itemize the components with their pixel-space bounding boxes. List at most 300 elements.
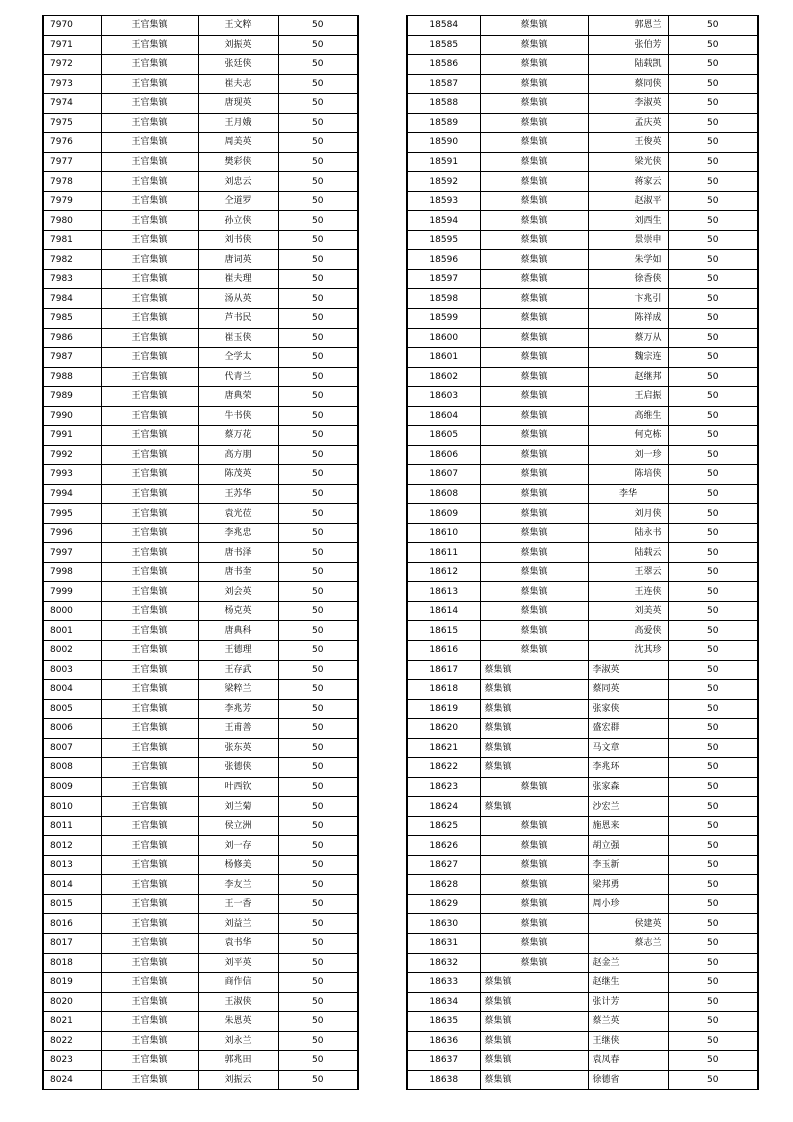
name-cell: 高维生 [588, 406, 668, 426]
amount-cell: 50 [668, 777, 758, 797]
row-number: 8000 [43, 601, 101, 621]
amount-cell: 50 [278, 484, 358, 504]
town-cell: 王官集镇 [101, 211, 198, 231]
table-row [407, 16, 758, 36]
amount-cell: 50 [278, 562, 358, 582]
row-number: 7975 [43, 113, 101, 133]
row-number: 7985 [43, 308, 101, 328]
name-cell: 唐书奎 [198, 562, 278, 582]
amount-cell: 50 [278, 387, 358, 407]
name-cell: 蒋家云 [588, 172, 668, 192]
row-number: 18612 [407, 562, 480, 582]
table-row [407, 777, 758, 797]
name-cell: 杨修美 [198, 855, 278, 875]
row-number: 18623 [407, 777, 480, 797]
table-row [407, 836, 758, 856]
town-cell: 蔡集镇 [480, 445, 588, 465]
town-cell: 王官集镇 [101, 621, 198, 641]
name-cell: 代青兰 [198, 367, 278, 387]
town-cell: 蔡集镇 [480, 562, 588, 582]
amount-cell: 50 [278, 816, 358, 836]
amount-cell: 50 [668, 387, 758, 407]
amount-cell: 50 [668, 562, 758, 582]
name-cell: 蔡兰英 [588, 1012, 668, 1032]
town-cell: 蔡集镇 [480, 601, 588, 621]
row-number: 8008 [43, 758, 101, 778]
town-cell: 王官集镇 [101, 172, 198, 192]
table-row [407, 94, 758, 114]
name-cell: 王淑侠 [198, 992, 278, 1012]
amount-cell: 50 [668, 504, 758, 524]
town-cell: 蔡集镇 [480, 484, 588, 504]
name-cell: 崔玉侠 [198, 328, 278, 348]
table-row [43, 660, 358, 680]
row-number: 7983 [43, 269, 101, 289]
table-row [407, 55, 758, 75]
amount-cell: 50 [278, 269, 358, 289]
town-cell: 蔡集镇 [480, 582, 588, 602]
amount-cell: 50 [668, 992, 758, 1012]
name-cell: 胡立强 [588, 836, 668, 856]
town-cell: 王官集镇 [101, 308, 198, 328]
table-row [43, 953, 358, 973]
town-cell: 王官集镇 [101, 328, 198, 348]
town-cell: 王官集镇 [101, 719, 198, 739]
town-cell: 蔡集镇 [480, 465, 588, 485]
town-cell: 蔡集镇 [480, 426, 588, 446]
name-cell: 卞兆引 [588, 289, 668, 309]
town-cell: 蔡集镇 [480, 35, 588, 55]
table-row [43, 348, 358, 368]
town-cell: 蔡集镇 [480, 933, 588, 953]
row-number: 8017 [43, 933, 101, 953]
table-row [407, 543, 758, 563]
row-number: 8002 [43, 641, 101, 661]
amount-cell: 50 [668, 855, 758, 875]
name-cell: 赵继生 [588, 973, 668, 993]
name-cell: 李友兰 [198, 875, 278, 895]
row-number: 18598 [407, 289, 480, 309]
row-number: 7982 [43, 250, 101, 270]
row-number: 18608 [407, 484, 480, 504]
town-cell: 蔡集镇 [480, 172, 588, 192]
town-cell: 蔡集镇 [480, 797, 588, 817]
row-number: 8022 [43, 1031, 101, 1051]
table-row [43, 172, 358, 192]
table-row [43, 973, 358, 993]
row-number: 18584 [407, 16, 480, 36]
town-cell: 王官集镇 [101, 269, 198, 289]
row-number: 18611 [407, 543, 480, 563]
name-cell: 徐香侠 [588, 269, 668, 289]
town-cell: 王官集镇 [101, 16, 198, 36]
table-row [43, 504, 358, 524]
name-cell: 仝学太 [198, 348, 278, 368]
row-number: 7973 [43, 74, 101, 94]
name-cell: 王月娥 [198, 113, 278, 133]
row-number: 18630 [407, 914, 480, 934]
amount-cell: 50 [278, 250, 358, 270]
name-cell: 刘平英 [198, 953, 278, 973]
town-cell: 王官集镇 [101, 426, 198, 446]
table-row [407, 211, 758, 231]
left-table [42, 15, 359, 1090]
row-number: 8004 [43, 680, 101, 700]
row-number: 18619 [407, 699, 480, 719]
table-row [43, 719, 358, 739]
town-cell: 蔡集镇 [480, 1070, 588, 1090]
row-number: 7992 [43, 445, 101, 465]
town-cell: 王官集镇 [101, 406, 198, 426]
amount-cell: 50 [668, 250, 758, 270]
table-row [43, 367, 358, 387]
name-cell: 李华 [588, 484, 668, 504]
table-row [407, 172, 758, 192]
row-number: 7984 [43, 289, 101, 309]
name-cell: 景崇申 [588, 230, 668, 250]
town-cell: 王官集镇 [101, 230, 198, 250]
town-cell: 蔡集镇 [480, 250, 588, 270]
table-row [43, 933, 358, 953]
town-cell: 王官集镇 [101, 933, 198, 953]
row-number: 18601 [407, 348, 480, 368]
name-cell: 郭恩兰 [588, 16, 668, 36]
table-row [43, 211, 358, 231]
table-row [407, 660, 758, 680]
town-cell: 蔡集镇 [480, 855, 588, 875]
name-cell: 叶西钦 [198, 777, 278, 797]
name-cell: 崔夫志 [198, 74, 278, 94]
name-cell: 王甫善 [198, 719, 278, 739]
town-cell: 王官集镇 [101, 680, 198, 700]
name-cell: 陈茂英 [198, 465, 278, 485]
amount-cell: 50 [278, 1051, 358, 1071]
name-cell: 沈其珍 [588, 641, 668, 661]
name-cell: 崔夫理 [198, 269, 278, 289]
name-cell: 刘兰菊 [198, 797, 278, 817]
row-number: 7980 [43, 211, 101, 231]
table-row [407, 621, 758, 641]
town-cell: 王官集镇 [101, 641, 198, 661]
table-row [407, 348, 758, 368]
name-cell: 刘西生 [588, 211, 668, 231]
town-cell: 王官集镇 [101, 484, 198, 504]
amount-cell: 50 [278, 74, 358, 94]
town-cell: 王官集镇 [101, 543, 198, 563]
amount-cell: 50 [668, 94, 758, 114]
amount-cell: 50 [278, 35, 358, 55]
town-cell: 蔡集镇 [480, 875, 588, 895]
amount-cell: 50 [668, 191, 758, 211]
name-cell: 王存武 [198, 660, 278, 680]
town-cell: 蔡集镇 [480, 308, 588, 328]
table-row [43, 426, 358, 446]
name-cell: 刘美英 [588, 601, 668, 621]
name-cell: 陆载凯 [588, 55, 668, 75]
name-cell: 袁光莅 [198, 504, 278, 524]
row-number: 8023 [43, 1051, 101, 1071]
town-cell: 王官集镇 [101, 94, 198, 114]
row-number: 18597 [407, 269, 480, 289]
row-number: 18622 [407, 758, 480, 778]
row-number: 18633 [407, 973, 480, 993]
row-number: 18590 [407, 133, 480, 153]
amount-cell: 50 [668, 875, 758, 895]
amount-cell: 50 [668, 445, 758, 465]
table-row [43, 562, 358, 582]
town-cell: 蔡集镇 [480, 738, 588, 758]
row-number: 18604 [407, 406, 480, 426]
row-number: 8001 [43, 621, 101, 641]
amount-cell: 50 [278, 738, 358, 758]
name-cell: 蔡万花 [198, 426, 278, 446]
table-row [43, 465, 358, 485]
amount-cell: 50 [668, 426, 758, 446]
amount-cell: 50 [668, 719, 758, 739]
amount-cell: 50 [668, 973, 758, 993]
name-cell: 张家森 [588, 777, 668, 797]
table-row [43, 914, 358, 934]
table-row [43, 289, 358, 309]
table-row [407, 289, 758, 309]
amount-cell: 50 [278, 308, 358, 328]
name-cell: 李玉新 [588, 855, 668, 875]
name-cell: 刘书侠 [198, 230, 278, 250]
town-cell: 王官集镇 [101, 74, 198, 94]
amount-cell: 50 [668, 230, 758, 250]
amount-cell: 50 [668, 406, 758, 426]
town-cell: 蔡集镇 [480, 269, 588, 289]
table-row [407, 1051, 758, 1071]
amount-cell: 50 [668, 35, 758, 55]
name-cell: 王俊英 [588, 133, 668, 153]
name-cell: 梁光侠 [588, 152, 668, 172]
name-cell: 侯立洲 [198, 816, 278, 836]
row-number: 18593 [407, 191, 480, 211]
amount-cell: 50 [668, 289, 758, 309]
town-cell: 王官集镇 [101, 465, 198, 485]
town-cell: 蔡集镇 [480, 504, 588, 524]
table-row [407, 1070, 758, 1090]
name-cell: 杨克英 [198, 601, 278, 621]
amount-cell: 50 [668, 894, 758, 914]
table-row [407, 582, 758, 602]
town-cell: 蔡集镇 [480, 758, 588, 778]
town-cell: 王官集镇 [101, 855, 198, 875]
amount-cell: 50 [278, 797, 358, 817]
row-number: 18599 [407, 308, 480, 328]
table-row [407, 816, 758, 836]
row-number: 8014 [43, 875, 101, 895]
row-number: 18605 [407, 426, 480, 446]
row-number: 18629 [407, 894, 480, 914]
table-row [407, 465, 758, 485]
table-row [407, 699, 758, 719]
table-row [407, 894, 758, 914]
row-number: 8007 [43, 738, 101, 758]
row-number: 8021 [43, 1012, 101, 1032]
name-cell: 朱恩英 [198, 1012, 278, 1032]
table-row [407, 504, 758, 524]
row-number: 18589 [407, 113, 480, 133]
table-row [43, 35, 358, 55]
name-cell: 周小珍 [588, 894, 668, 914]
row-number: 18585 [407, 35, 480, 55]
table-row [43, 16, 358, 36]
table-row [407, 758, 758, 778]
row-number: 8011 [43, 816, 101, 836]
amount-cell: 50 [668, 367, 758, 387]
town-cell: 蔡集镇 [480, 992, 588, 1012]
table-row [407, 1012, 758, 1032]
row-number: 18588 [407, 94, 480, 114]
table-row [43, 621, 358, 641]
town-cell: 王官集镇 [101, 562, 198, 582]
row-number: 18632 [407, 953, 480, 973]
row-number: 18624 [407, 797, 480, 817]
town-cell: 王官集镇 [101, 1012, 198, 1032]
town-cell: 王官集镇 [101, 133, 198, 153]
table-row [43, 680, 358, 700]
amount-cell: 50 [668, 641, 758, 661]
table-row [407, 523, 758, 543]
town-cell: 王官集镇 [101, 582, 198, 602]
town-cell: 蔡集镇 [480, 953, 588, 973]
name-cell: 赵继邦 [588, 367, 668, 387]
town-cell: 王官集镇 [101, 113, 198, 133]
row-number: 18591 [407, 152, 480, 172]
table-row [407, 74, 758, 94]
town-cell: 王官集镇 [101, 875, 198, 895]
amount-cell: 50 [278, 406, 358, 426]
amount-cell: 50 [668, 914, 758, 934]
amount-cell: 50 [278, 445, 358, 465]
table-row [407, 387, 758, 407]
name-cell: 沙宏兰 [588, 797, 668, 817]
amount-cell: 50 [278, 914, 358, 934]
name-cell: 唐典荣 [198, 387, 278, 407]
town-cell: 蔡集镇 [480, 152, 588, 172]
amount-cell: 50 [278, 719, 358, 739]
town-cell: 王官集镇 [101, 1070, 198, 1090]
name-cell: 刘永兰 [198, 1031, 278, 1051]
amount-cell: 50 [278, 172, 358, 192]
name-cell: 蔡同侠 [588, 74, 668, 94]
amount-cell: 50 [668, 797, 758, 817]
row-number: 8019 [43, 973, 101, 993]
name-cell: 侯建英 [588, 914, 668, 934]
right-table-body [407, 16, 758, 1090]
table-row [407, 562, 758, 582]
amount-cell: 50 [668, 699, 758, 719]
town-cell: 蔡集镇 [480, 680, 588, 700]
amount-cell: 50 [668, 74, 758, 94]
town-cell: 蔡集镇 [480, 1012, 588, 1032]
row-number: 7987 [43, 348, 101, 368]
name-cell: 梁邦勇 [588, 875, 668, 895]
town-cell: 王官集镇 [101, 894, 198, 914]
table-row [407, 601, 758, 621]
row-number: 7981 [43, 230, 101, 250]
amount-cell: 50 [278, 582, 358, 602]
name-cell: 汤从英 [198, 289, 278, 309]
table-row [407, 738, 758, 758]
amount-cell: 50 [668, 836, 758, 856]
town-cell: 蔡集镇 [480, 973, 588, 993]
name-cell: 周美英 [198, 133, 278, 153]
name-cell: 王启振 [588, 387, 668, 407]
row-number: 7996 [43, 523, 101, 543]
table-row [43, 777, 358, 797]
town-cell: 蔡集镇 [480, 289, 588, 309]
town-cell: 王官集镇 [101, 191, 198, 211]
table-row [407, 797, 758, 817]
amount-cell: 50 [668, 113, 758, 133]
town-cell: 蔡集镇 [480, 641, 588, 661]
row-number: 18628 [407, 875, 480, 895]
table-row [43, 758, 358, 778]
name-cell: 刘月侠 [588, 504, 668, 524]
town-cell: 王官集镇 [101, 523, 198, 543]
town-cell: 王官集镇 [101, 55, 198, 75]
amount-cell: 50 [278, 289, 358, 309]
amount-cell: 50 [668, 621, 758, 641]
row-number: 7993 [43, 465, 101, 485]
town-cell: 王官集镇 [101, 387, 198, 407]
table-row [407, 152, 758, 172]
row-number: 7989 [43, 387, 101, 407]
amount-cell: 50 [278, 94, 358, 114]
town-cell: 蔡集镇 [480, 328, 588, 348]
amount-cell: 50 [668, 308, 758, 328]
town-cell: 蔡集镇 [480, 777, 588, 797]
row-number: 18586 [407, 55, 480, 75]
row-number: 7986 [43, 328, 101, 348]
town-cell: 蔡集镇 [480, 621, 588, 641]
table-row [43, 523, 358, 543]
row-number: 18595 [407, 230, 480, 250]
name-cell: 陈祥成 [588, 308, 668, 328]
table-row [407, 992, 758, 1012]
amount-cell: 50 [668, 172, 758, 192]
row-number: 18626 [407, 836, 480, 856]
table-row [407, 328, 758, 348]
table-row [43, 1051, 358, 1071]
row-number: 18606 [407, 445, 480, 465]
name-cell: 马文章 [588, 738, 668, 758]
table-row [43, 55, 358, 75]
name-cell: 王继侠 [588, 1031, 668, 1051]
town-cell: 蔡集镇 [480, 387, 588, 407]
row-number: 8018 [43, 953, 101, 973]
table-row [43, 94, 358, 114]
amount-cell: 50 [278, 465, 358, 485]
table-row [43, 601, 358, 621]
amount-cell: 50 [668, 758, 758, 778]
row-number: 18610 [407, 523, 480, 543]
table-row [43, 816, 358, 836]
table-row [43, 328, 358, 348]
name-cell: 王连侠 [588, 582, 668, 602]
table-row [43, 113, 358, 133]
amount-cell: 50 [278, 621, 358, 641]
name-cell: 盛宏群 [588, 719, 668, 739]
name-cell: 唐书泽 [198, 543, 278, 563]
town-cell: 王官集镇 [101, 35, 198, 55]
name-cell: 李兆忠 [198, 523, 278, 543]
row-number: 8006 [43, 719, 101, 739]
name-cell: 王文粹 [198, 16, 278, 36]
